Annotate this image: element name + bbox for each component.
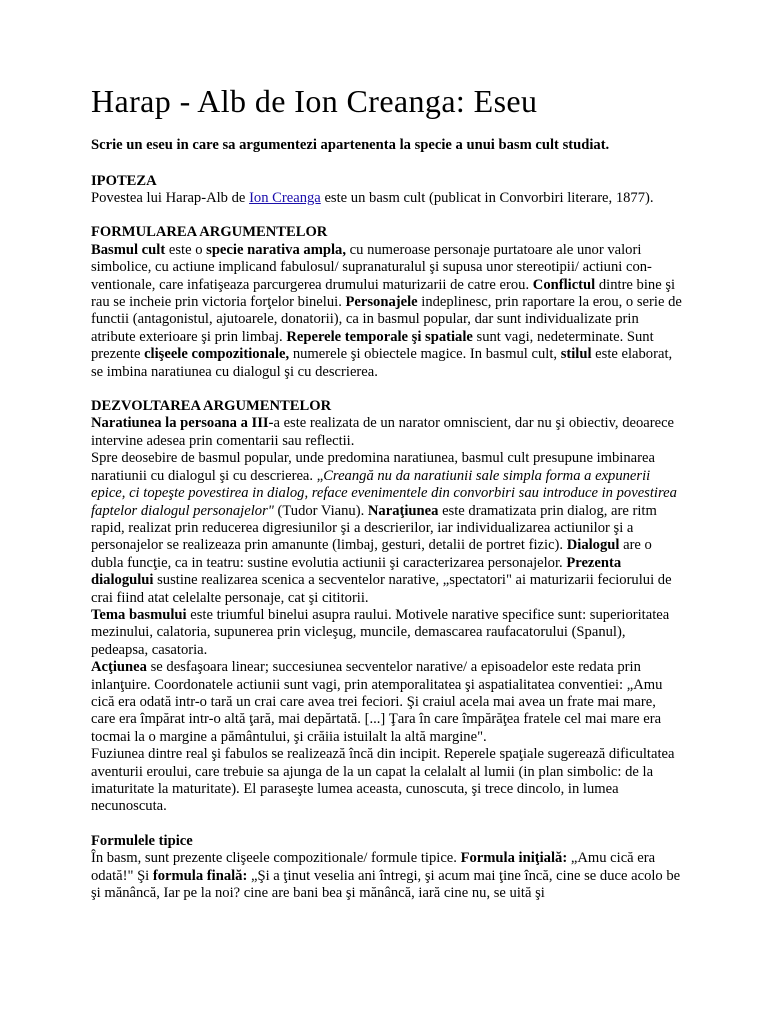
body-text: „Amu cică era odată!" Şi	[91, 850, 656, 884]
body-text: Fuziunea dintre real şi fabulos se realizează încă din incipit. Reperele spaţiale sugerează dificultatea aventurii eroului, care trebuie sa ajunga de la un capat la celalalt al lumii (in plan simbolic: de la imaturitate la maturitate). El paraseşte lumea aceasta, cunoscuta, şi trece dincolo, in lumea necunoscuta.	[91, 746, 675, 815]
body-text: „Şi a ţinut veselia ani întregi, şi acum mai ţine încă, cine se duce acolo be şi mănâncă, Iar pe la noi? cine are bani bea şi mănâncă, iară cine nu, se uită şi	[91, 867, 681, 902]
bold-term: Basmul cult	[91, 241, 166, 258]
bold-term: Prezenta dialogului	[91, 554, 622, 589]
essay-prompt: Scrie un eseu in care sa argumentezi apartenenta la specie a unui basm cult studiat.	[91, 137, 610, 154]
body-text: numerele şi obiectele magice. In basmul cult,	[289, 346, 561, 363]
body-text: cu numeroase personaje purtatoare ale unor valori simbolice, cu actiune implicand fabulosul/ supranaturalul şi supusa unor stereotipii/ actiuni con-ventionale, care infatişeaza parcurgerea drumului maturizarii de catre erou.	[91, 241, 652, 293]
body-text: este elaborat, se imbina naratiunea cu dialogul şi cu descrierea.	[91, 346, 673, 380]
bold-term: Reperele temporale şi spatiale	[286, 328, 473, 345]
body-text: (Tudor Vianu).	[273, 502, 368, 519]
body-text: Spre deosebire de basmul popular, unde predomina naratiunea, basmul cult presupune imbinarea naratiunii cu dialogul şi cu descrierea. „	[91, 450, 655, 484]
bold-term: formula finală:	[152, 867, 248, 884]
bold-term: Tema basmului	[91, 606, 187, 623]
ion-creanga-link[interactable]: Ion Creanga	[249, 190, 321, 206]
body-text: dintre bine şi rau se incheie prin victoria forţelor binelui.	[91, 276, 676, 311]
bold-term: Formula iniţială:	[460, 850, 568, 867]
dezvoltarea-section	[91, 398, 682, 816]
bold-term: Naratiunea la persoana a III-	[91, 415, 274, 432]
section-heading-formularea: FORMULAREA ARGUMENTELOR	[91, 224, 328, 241]
section-heading-dezvoltarea: DEZVOLTAREA ARGUMENTELOR	[91, 398, 332, 415]
bold-term: Acţiunea	[91, 659, 147, 676]
body-text: În basm, sunt prezente clişeele compozitionale/ formule tipice.	[91, 850, 461, 867]
body-text: are o dubla funcţie, ca in teatru: sustine evolutia actiunii şi caracterizarea personajelor.	[91, 537, 652, 571]
body-text: sustine realizarea scenica a secventelor narative, „spectatori" ai maturizarii feciorului de crai fiind atat celelalte personaje, cat şi cititorii.	[91, 572, 672, 606]
bold-term: Personajele	[345, 294, 418, 311]
bold-term: Naraţiunea	[367, 502, 439, 519]
body-text: este dramatizata prin dialog, are ritm rapid, realizat prin reducerea digresiunilor şi a descrierilor, iar individualizarea actiunilor şi a personajelor se realizeaza prin amanunte (limbaj, gesturi, detalii de portret fizic).	[91, 502, 657, 554]
body-text: indeplinesc, prin raportare la erou, o serie de functii (antagonistul, ajutoarele, donatorii), ca in basmul popular, dar sunt individualizate prin atribute exterioare şi prin limbaj.	[91, 294, 682, 345]
bold-term: Dialogul	[566, 537, 620, 554]
ipoteza-text: Povestea lui Harap-Alb de	[91, 190, 250, 206]
section-heading-formule: Formulele tipice	[91, 832, 193, 849]
body-text: este o	[165, 241, 207, 258]
formularea-section	[91, 224, 682, 381]
ipoteza-section	[91, 173, 682, 208]
bold-term: stilul	[560, 346, 592, 363]
bold-term: clişeele compozitionale,	[144, 346, 290, 363]
page-title: Harap - Alb de Ion Creanga: Eseu	[91, 83, 538, 119]
body-text: este triumful binelui asupra raului. Motivele narative specifice sunt: superioritatea mezinului, calatoria, supunerea prin vicleşug, muncile, demascarea raufacatorului (Spanul), pedeapsa, casatoria.	[91, 606, 670, 658]
ipoteza-text-2: este un basm cult (publicat in Convorbiri literare, 1877).	[320, 190, 654, 206]
formule-section	[91, 833, 682, 903]
body-text: a este realizata de un narator omniscient, dar nu şi obiectiv, deoarece intervine adesea prin comentarii sau reflectii.	[91, 415, 675, 449]
bold-term: specie narativa ampla,	[206, 241, 346, 258]
section-heading-ipoteza: IPOTEZA	[91, 172, 157, 189]
body-text: sunt vagi, nedeterminate. Sunt prezente	[91, 328, 654, 363]
italic-quote: Creangă nu da naratiunii sale simpla forma a expunerii epice, ci topeşte povestirea in dialog, reface evenimentele din convorbiri sau introduce in povestirea faptelor dialogul personajelor"	[91, 467, 677, 519]
bold-term: Conflictul	[532, 276, 596, 293]
body-text: se desfaşoara linear; succesiunea secventelor narative/ a episoadelor este redata prin inlanţuire. Coordonatele actiunii sunt vagi, prin atemporalitatea şi aspatialitatea conventiei: „Amu cică era odată intr-o tară un crai care avea trei feciori. Şi craiul acela mai avea un frate mai mare, care era împărat intr-o altă ţară, mai depărtată. [...] Ţara în care împărăţea fratele cel mai mare era tocmai la o margine a pământului, şi crăiia istuilalt la altă margine".	[91, 659, 663, 745]
